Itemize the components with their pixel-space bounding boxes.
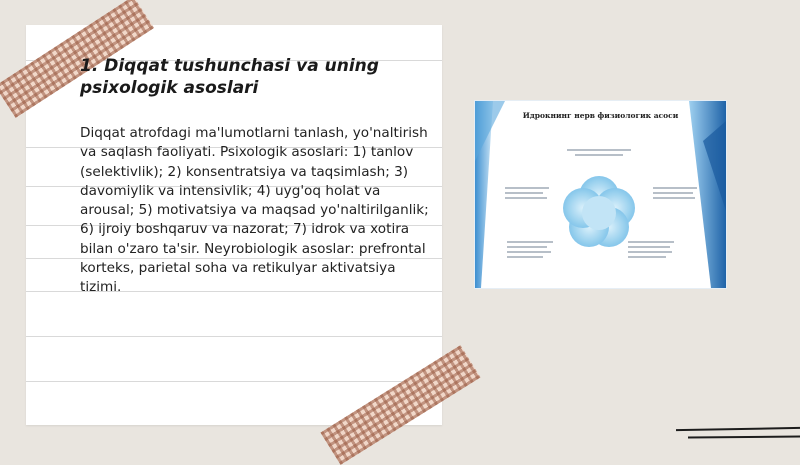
diagram-caption-bottom-left xyxy=(507,241,553,243)
diagram-caption-top xyxy=(567,149,631,151)
diagram-title: Идрокнинг нерв физиологик асоси xyxy=(522,111,679,120)
diagram-caption-right xyxy=(653,197,695,199)
slide-body-text: Diqqat atrofdagi ma'lumotlarni tanlash, yo'naltirish va saqlash faoliyati. Psixologik asoslari: 1) tanlov (selektivlik); 2) konsentratsiya va taqsimlash; 3) davomiylik va intensivlik; 4) uyg'oq holat va arousal; 5) motivatsiya va maqsad yo'naltirilganlik; 6) ijroiy boshqaruv va nazorat; 7) idrok va xotira bilan o'zaro ta'sir. Neyrobiologik asoslar: prefrontal korteks, parietal soha va retikulyar aktivatsiya tizimi. xyxy=(80,125,429,296)
diagram-left-accent-shape xyxy=(475,101,505,161)
paper-rule-line xyxy=(26,381,442,382)
diagram-caption-right xyxy=(653,187,697,189)
diagram-caption-bottom-right xyxy=(628,256,666,258)
diagram-caption-left xyxy=(505,192,543,194)
diagram-caption-bottom-left xyxy=(507,256,543,258)
perception-diagram-image xyxy=(474,100,727,289)
slide-title: 1. Diqqat tushunchasi va uning psixologik asoslari xyxy=(80,56,379,98)
diagram-caption-left xyxy=(505,187,549,189)
diagram-caption-bottom-left xyxy=(507,251,551,253)
paper-rule-line xyxy=(26,336,442,337)
diagram-caption-right xyxy=(653,192,693,194)
diagram-caption-left xyxy=(505,197,547,199)
diagram-caption-bottom-right xyxy=(628,241,674,243)
decorative-line xyxy=(676,427,800,431)
diagram-caption-bottom-right xyxy=(628,246,670,248)
decorative-line xyxy=(688,436,800,439)
diagram-caption-top xyxy=(575,154,623,156)
diagram-background xyxy=(475,101,726,288)
diagram-flower xyxy=(563,176,635,247)
diagram-caption-bottom-right xyxy=(628,251,672,253)
diagram-caption-bottom-left xyxy=(507,246,547,248)
